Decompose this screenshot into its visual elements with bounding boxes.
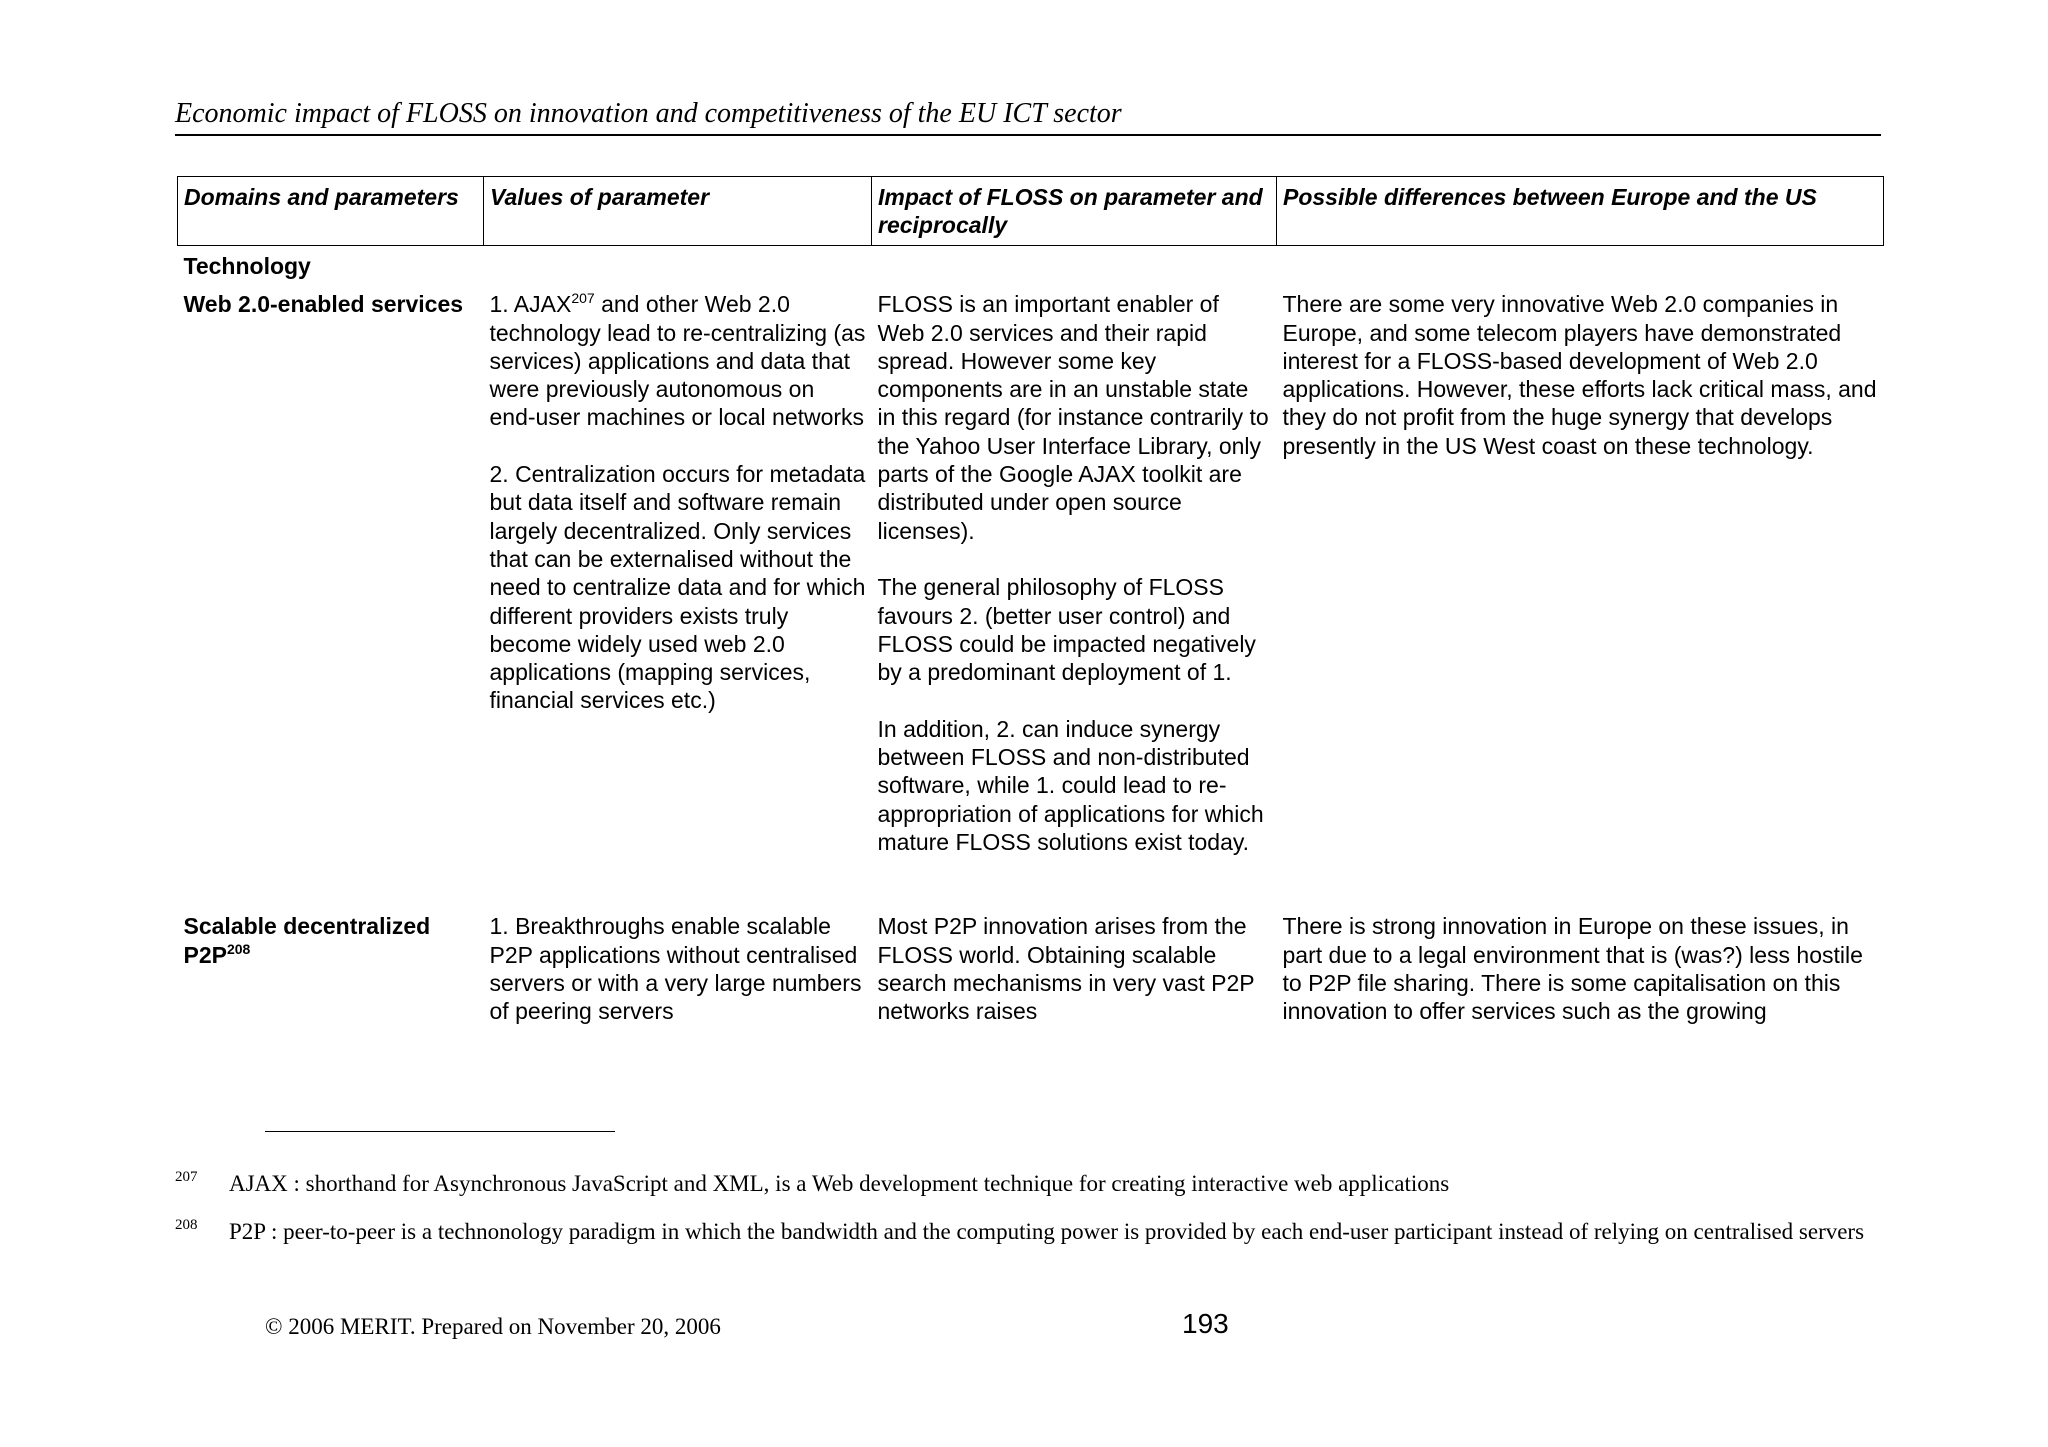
impact-paragraph: FLOSS is an important enabler of Web 2.0 services and their rapid spread. However some key components are in an unstable state in this regard (for instance contrarily to the Yahoo User Interface Library, only parts of the Google AJAX toolkit are distributed under open source licenses). [877,291,1269,544]
differences-cell: There are some very innovative Web 2.0 companies in Europe, and some telecom players have demonstrated interest for a FLOSS-based development of Web 2.0 applications. However, these efforts lack critical mass, and they do not profit from the huge synergy that develops presently in the US West coast on these technology. [1282,291,1877,459]
values-rest: and other Web 2.0 technology lead to re-centralizing (as services) applications and data that were previously autonomous on end-user machines or local networks [489,291,866,431]
column-header-impact: Impact of FLOSS on parameter and reciprocally [872,177,1277,246]
values-paragraph: 2. Centralization occurs for metadata but data itself and software remain largely decentralized. Only services that can be externalised without the need to centralize data and for which different providers exists truly become widely used web 2.0 applications (mapping services, financial services etc.) [489,461,866,714]
domain-label: Scalable decentralized P2P [183,913,431,968]
table-header-row [178,177,1884,246]
parameters-table [177,176,1884,1025]
impact-cell [872,286,1277,912]
footnote-207 [175,1170,1875,1197]
section-row-technology [178,246,1884,287]
page-number: 193 [1182,1308,1229,1339]
values-paragraph [490,290,866,431]
section-title: Technology [183,253,311,279]
footnote-ref: 207 [571,290,595,307]
domain-cell [178,912,484,1025]
values-cell: 1. Breakthroughs enable scalable P2P applications without centralised servers or with a very large numbers of peering servers [489,913,862,1025]
footnote-separator [265,1131,615,1132]
footnote-number: 207 [175,1169,198,1185]
column-header-differences: Possible differences between Europe and the US [1277,177,1884,246]
table-row [178,286,1884,912]
footnote-208 [175,1218,1875,1245]
footer-copyright: © 2006 MERIT. Prepared on November 20, 2006 [265,1314,721,1339]
values-cell [484,286,872,912]
impact-cell: Most P2P innovation arises from the FLOSS world. Obtaining scalable search mechanisms in very vast P2P networks raises [877,913,1255,1025]
footnote-text: P2P : peer-to-peer is a technonology paradigm in which the bandwidth and the computing power is provided by each end-user participant instead of relying on centralised servers [229,1219,1865,1244]
column-header-values: Values of parameter [484,177,872,246]
footnote-ref: 208 [226,940,251,957]
impact-paragraph: The general philosophy of FLOSS favours 2. (better user control) and FLOSS could be impacted negatively by a predominant deployment of 1. [877,574,1256,686]
table-row [178,912,1884,1025]
domain-cell: Web 2.0-enabled services [183,291,464,318]
footnote-text: AJAX : shorthand for Asynchronous JavaScript and XML, is a Web development technique for creating interactive web applications [229,1171,1450,1196]
running-header: Economic impact of FLOSS on innovation and competitiveness of the EU ICT sector [175,96,1881,136]
impact-paragraph: In addition, 2. can induce synergy between FLOSS and non-distributed software, while 1. could lead to re-appropriation of applications for which mature FLOSS solutions exist today. [877,715,1264,855]
differences-cell: There is strong innovation in Europe on these issues, in part due to a legal environment that is (was?) less hostile to P2P file sharing. There is some capitalisation on this innovation to offer services such as the growing [1282,913,1863,1025]
footnote-number: 208 [175,1217,198,1233]
values-prefix: 1. AJAX [489,291,572,318]
column-header-domains: Domains and parameters [178,177,484,246]
